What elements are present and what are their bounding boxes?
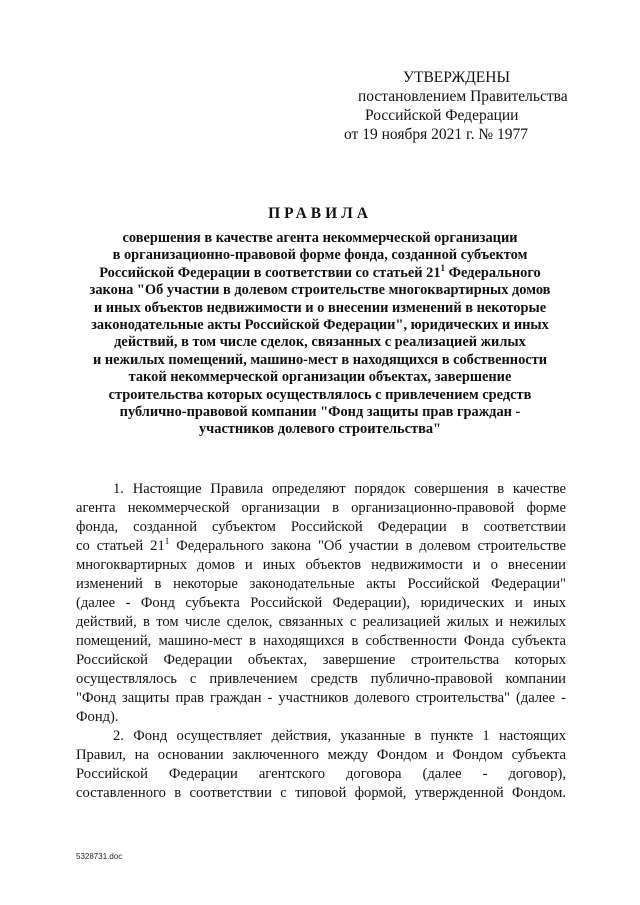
heading-line: совершения в качестве агента некоммерческой организации (122, 230, 518, 246)
heading-line: и иных объектов недвижимости и о внесении изменений в некоторые (93, 299, 547, 316)
paragraph-line: Российской Федерации объектах, завершение строительства которых (76, 652, 566, 668)
paragraph-line: помещений, машино-мест в находящихся в собственности Фонда субъекта (76, 633, 566, 649)
heading-line (60, 262, 580, 282)
paragraph-line: агента некоммерческой организации в организационно-правовой форме (76, 500, 566, 516)
heading-text: Российской Федерации в соответствии со статьей 21 (99, 264, 441, 281)
heading-line: закона "Об участии в долевом строительстве многоквартирных домов (89, 282, 551, 299)
approval-date-number: от 19 ноября 2021 г. № 1977 (344, 126, 528, 143)
paragraph-line: фонда, созданной субъектом Российской Федерации в соответствии (76, 519, 566, 535)
file-name-footer: 5328731.doc (76, 852, 123, 861)
paragraph-text: Федерального закона "Об участии в долевом строительстве (169, 538, 566, 554)
heading-line: в организационно-правовой форме фонда, созданной субъектом (112, 247, 528, 264)
superscript: 1 (440, 262, 446, 273)
paragraph-line: 1. Настоящие Правила определяют порядок совершения в качестве (113, 481, 566, 497)
paragraph-text: со статьей 21 (76, 538, 165, 554)
paragraph-line: действий, в том числе сделок, связанных с реализацией жилых и нежилых (76, 614, 566, 630)
approval-block (300, 68, 630, 144)
paragraph-line: Российской Федерации агентского договора (далее - договор), (76, 766, 566, 782)
paragraph-line: 2. Фонд осуществляет действия, указанные в пункте 1 настоящих (113, 728, 566, 744)
heading-line: такой некоммерческой организации объектах, завершение (128, 369, 512, 386)
paragraph-line: осуществлялось с привлечением средств публично-правовой компании (76, 671, 566, 687)
heading-line: действий, в том числе сделок, связанных с реализацией жилых (114, 334, 526, 351)
document-heading (60, 230, 580, 439)
heading-line: участников долевого строительства" (198, 421, 442, 438)
heading-text: Федерального (445, 264, 541, 281)
paragraph-line: изменений в некоторые законодательные акты Российской Федерации" (76, 576, 566, 592)
document-title: ПРАВИЛА (268, 205, 372, 222)
heading-line: и нежилых помещений, машино-мест в находящихся в собственности (92, 351, 548, 368)
approval-authority: Российской Федерации (365, 107, 519, 124)
document-body (76, 480, 566, 803)
heading-line: строительства которых осуществлялось с привлечением средств (108, 386, 532, 403)
paragraph-line: Правил, на основании заключенного между Фондом и Фондом субъекта (76, 747, 566, 763)
heading-line: законодательные акты Российской Федерации", юридических и иных (91, 317, 549, 334)
paragraph-1 (76, 480, 566, 727)
paragraph-line (76, 537, 566, 556)
superscript: 1 (164, 536, 170, 546)
paragraph-line: "Фонд защиты прав граждан - участников долевого строительства" (далее - (76, 690, 566, 706)
approval-by: постановлением Правительства (358, 88, 568, 105)
paragraph-line: многоквартирных домов и иных объектов недвижимости и о внесении (76, 557, 566, 573)
paragraph-line: Фонд). (76, 709, 119, 725)
paragraph-line: (далее - Фонд субъекта Российской Федерации), юридических и иных (76, 595, 566, 611)
paragraph-line: составленного в соответствии с типовой формой, утвержденной Фондом. (76, 785, 566, 801)
paragraph-2 (76, 727, 566, 803)
heading-line: публично-правовой компании "Фонд защиты прав граждан - (119, 404, 521, 421)
approval-status: УТВЕРЖДЕНЫ (403, 69, 510, 86)
